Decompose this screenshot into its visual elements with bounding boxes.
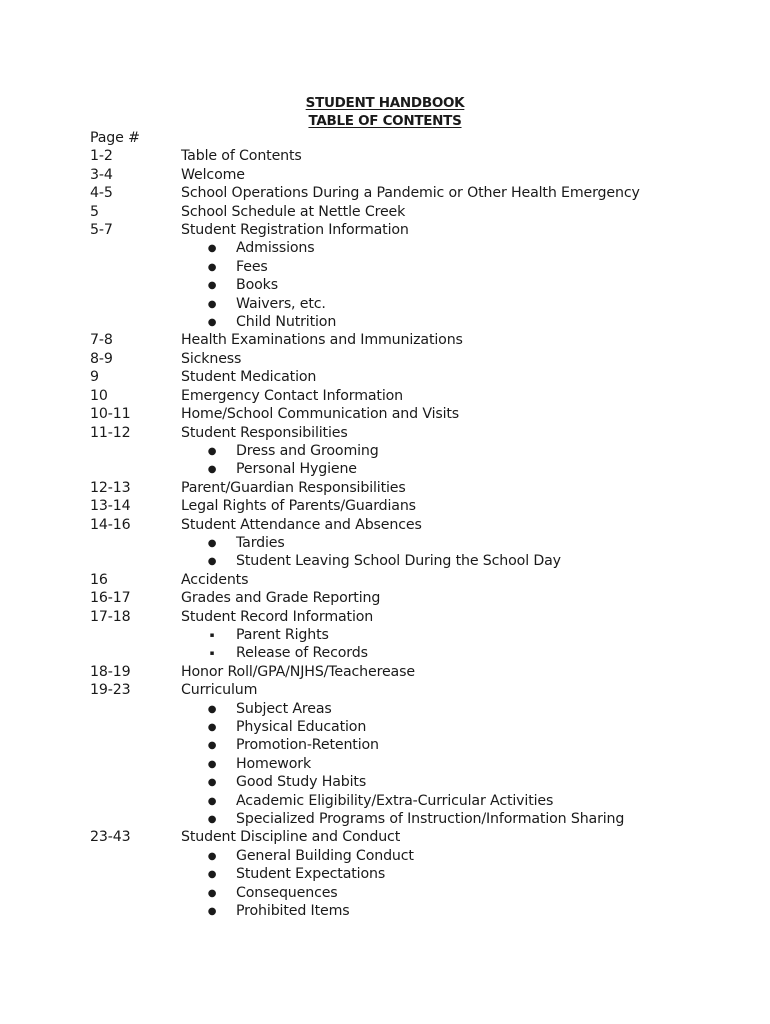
toc-entry-title: Welcome <box>181 166 245 183</box>
toc-subitem-label: Homework <box>236 755 312 772</box>
toc-page-number: 5 <box>90 203 99 220</box>
round-bullet-icon: ● <box>207 445 217 457</box>
toc-entry-title: Table of Contents <box>181 148 302 165</box>
round-bullet-icon: ● <box>207 777 217 789</box>
toc-entry-title: Student Discipline and Conduct <box>181 829 401 846</box>
toc-subitem-label: Specialized Programs of Instruction/Information Sharing <box>236 811 625 828</box>
round-bullet-icon: ● <box>207 298 217 310</box>
toc-subitem <box>90 442 750 460</box>
round-bullet-icon: ● <box>207 317 217 329</box>
toc-subitem <box>90 792 750 810</box>
toc-subitem-label: General Building Conduct <box>236 847 414 864</box>
toc-subitem <box>90 534 750 552</box>
toc-subitem-label: Books <box>236 277 278 294</box>
toc-page-number: 17-18 <box>90 608 131 625</box>
toc-entry <box>90 479 750 497</box>
toc-subitem <box>90 736 750 754</box>
square-bullet-icon: ▪ <box>209 649 215 658</box>
toc-subitem-label: Student Leaving School During the School Day <box>236 553 561 570</box>
toc-subitem-label: Student Expectations <box>236 866 386 883</box>
toc-subitem <box>90 847 750 865</box>
title-table-of-contents: TABLE OF CONTENTS <box>308 113 462 129</box>
toc-page-number: 8-9 <box>90 350 113 367</box>
toc-entry <box>90 497 750 515</box>
toc-page-number: 16 <box>90 571 108 588</box>
toc-entry <box>90 221 750 239</box>
toc-page-number: 4-5 <box>90 185 113 202</box>
toc-subitem-label: Prohibited Items <box>236 903 350 920</box>
toc-entry <box>90 571 750 589</box>
toc-subitem <box>90 865 750 883</box>
toc-subitem <box>90 626 750 644</box>
toc-page-number: 12-13 <box>90 479 131 496</box>
toc-subitem-label: Good Study Habits <box>236 774 367 791</box>
toc-entry-title: School Operations During a Pandemic or Other Health Emergency <box>181 185 640 202</box>
toc-entry-title: Student Medication <box>181 369 317 386</box>
toc-entry-title: Honor Roll/GPA/NJHS/Teacherease <box>181 663 415 680</box>
toc-page-number: 23-43 <box>90 829 131 846</box>
toc-page-number: 16-17 <box>90 590 131 607</box>
toc-entry-title: Student Registration Information <box>181 222 409 239</box>
page-column-header-row <box>90 129 750 147</box>
toc-subitem-label: Release of Records <box>236 645 368 662</box>
toc-subitem <box>90 295 750 313</box>
toc-entry-title: Accidents <box>181 571 249 588</box>
toc-page-number: 7-8 <box>90 332 113 349</box>
toc-entry-title: Emergency Contact Information <box>181 387 404 404</box>
toc-subitem <box>90 700 750 718</box>
toc-subitem <box>90 644 750 662</box>
document-title <box>0 94 770 130</box>
toc-entry-title: Health Examinations and Immunizations <box>181 332 463 349</box>
toc-entry <box>90 166 750 184</box>
round-bullet-icon: ● <box>207 906 217 918</box>
toc-subitem-label: Consequences <box>236 884 338 901</box>
toc-subitem-label: Subject Areas <box>236 700 332 717</box>
toc-subitem <box>90 258 750 276</box>
toc-page-number: 1-2 <box>90 148 113 165</box>
round-bullet-icon: ● <box>207 795 217 807</box>
round-bullet-icon: ● <box>207 887 217 899</box>
toc-subitem-label: Waivers, etc. <box>236 295 326 312</box>
table-of-contents <box>90 129 750 920</box>
toc-entry-title: School Schedule at Nettle Creek <box>181 203 406 220</box>
toc-entry <box>90 350 750 368</box>
toc-entry-title: Curriculum <box>181 682 258 699</box>
toc-entry-title: Student Record Information <box>181 608 374 625</box>
square-bullet-icon: ▪ <box>209 630 215 639</box>
toc-entry <box>90 387 750 405</box>
round-bullet-icon: ● <box>207 280 217 292</box>
round-bullet-icon: ● <box>207 261 217 273</box>
round-bullet-icon: ● <box>207 537 217 549</box>
toc-subitem <box>90 552 750 570</box>
round-bullet-icon: ● <box>207 722 217 733</box>
round-bullet-icon: ● <box>207 740 217 752</box>
toc-entry <box>90 589 750 607</box>
toc-subitem-label: Academic Eligibility/Extra-Curricular Activities <box>236 792 554 809</box>
toc-entry-title: Student Responsibilities <box>181 424 348 441</box>
toc-subitem-label: Dress and Grooming <box>236 442 379 459</box>
toc-entry <box>90 608 750 626</box>
toc-subitem <box>90 884 750 902</box>
toc-subitem <box>90 773 750 791</box>
toc-subitem <box>90 902 750 920</box>
toc-subitem <box>90 313 750 331</box>
toc-subitem-label: Personal Hygiene <box>236 461 357 478</box>
page-column-header: Page # <box>90 130 140 146</box>
toc-page-number: 9 <box>90 369 99 386</box>
toc-entry-title: Student Attendance and Absences <box>181 516 422 533</box>
toc-subitem-label: Physical Education <box>236 719 367 735</box>
toc-subitem <box>90 810 750 828</box>
toc-entry-title: Parent/Guardian Responsibilities <box>181 479 406 496</box>
toc-entry <box>90 368 750 386</box>
toc-subitem-label: Parent Rights <box>236 626 329 643</box>
toc-subitem <box>90 239 750 257</box>
toc-entry <box>90 184 750 202</box>
toc-entry-title: Grades and Grade Reporting <box>181 590 381 607</box>
toc-page-number: 13-14 <box>90 498 131 515</box>
toc-subitem <box>90 276 750 294</box>
toc-page-number: 19-23 <box>90 682 131 699</box>
round-bullet-icon: ● <box>207 850 217 862</box>
toc-entry <box>90 203 750 221</box>
toc-page-number: 11-12 <box>90 424 131 441</box>
toc-entry-title: Home/School Communication and Visits <box>181 406 460 423</box>
toc-page-number: 10-11 <box>90 406 131 423</box>
toc-subitem-label: Promotion-Retention <box>236 737 379 754</box>
round-bullet-icon: ● <box>207 758 217 770</box>
toc-entry <box>90 147 750 165</box>
toc-entry <box>90 424 750 442</box>
toc-subitem <box>90 755 750 773</box>
toc-page-number: 5-7 <box>90 222 113 239</box>
toc-subitem-label: Fees <box>236 258 268 275</box>
round-bullet-icon: ● <box>207 703 217 715</box>
toc-subitem-label: Child Nutrition <box>236 314 337 331</box>
toc-entry-title: Sickness <box>181 350 242 367</box>
toc-page-number: 14-16 <box>90 516 131 533</box>
toc-entry <box>90 516 750 534</box>
toc-entry <box>90 663 750 681</box>
title-student-handbook: STUDENT HANDBOOK <box>305 95 465 111</box>
round-bullet-icon: ● <box>207 556 217 568</box>
toc-entry <box>90 331 750 349</box>
toc-subitem-label: Tardies <box>236 534 285 551</box>
toc-page-number: 10 <box>90 387 108 404</box>
round-bullet-icon: ● <box>207 243 217 255</box>
round-bullet-icon: ● <box>207 814 217 826</box>
toc-subitem <box>90 718 750 736</box>
round-bullet-icon: ● <box>207 464 217 476</box>
toc-entry <box>90 828 750 846</box>
toc-subitem <box>90 460 750 478</box>
toc-subitem-label: Admissions <box>236 240 315 257</box>
toc-page-number: 3-4 <box>90 166 113 183</box>
toc-page-number: 18-19 <box>90 663 131 680</box>
toc-entry <box>90 681 750 699</box>
round-bullet-icon: ● <box>207 869 217 881</box>
toc-entry <box>90 405 750 423</box>
toc-entry-title: Legal Rights of Parents/Guardians <box>181 498 416 515</box>
